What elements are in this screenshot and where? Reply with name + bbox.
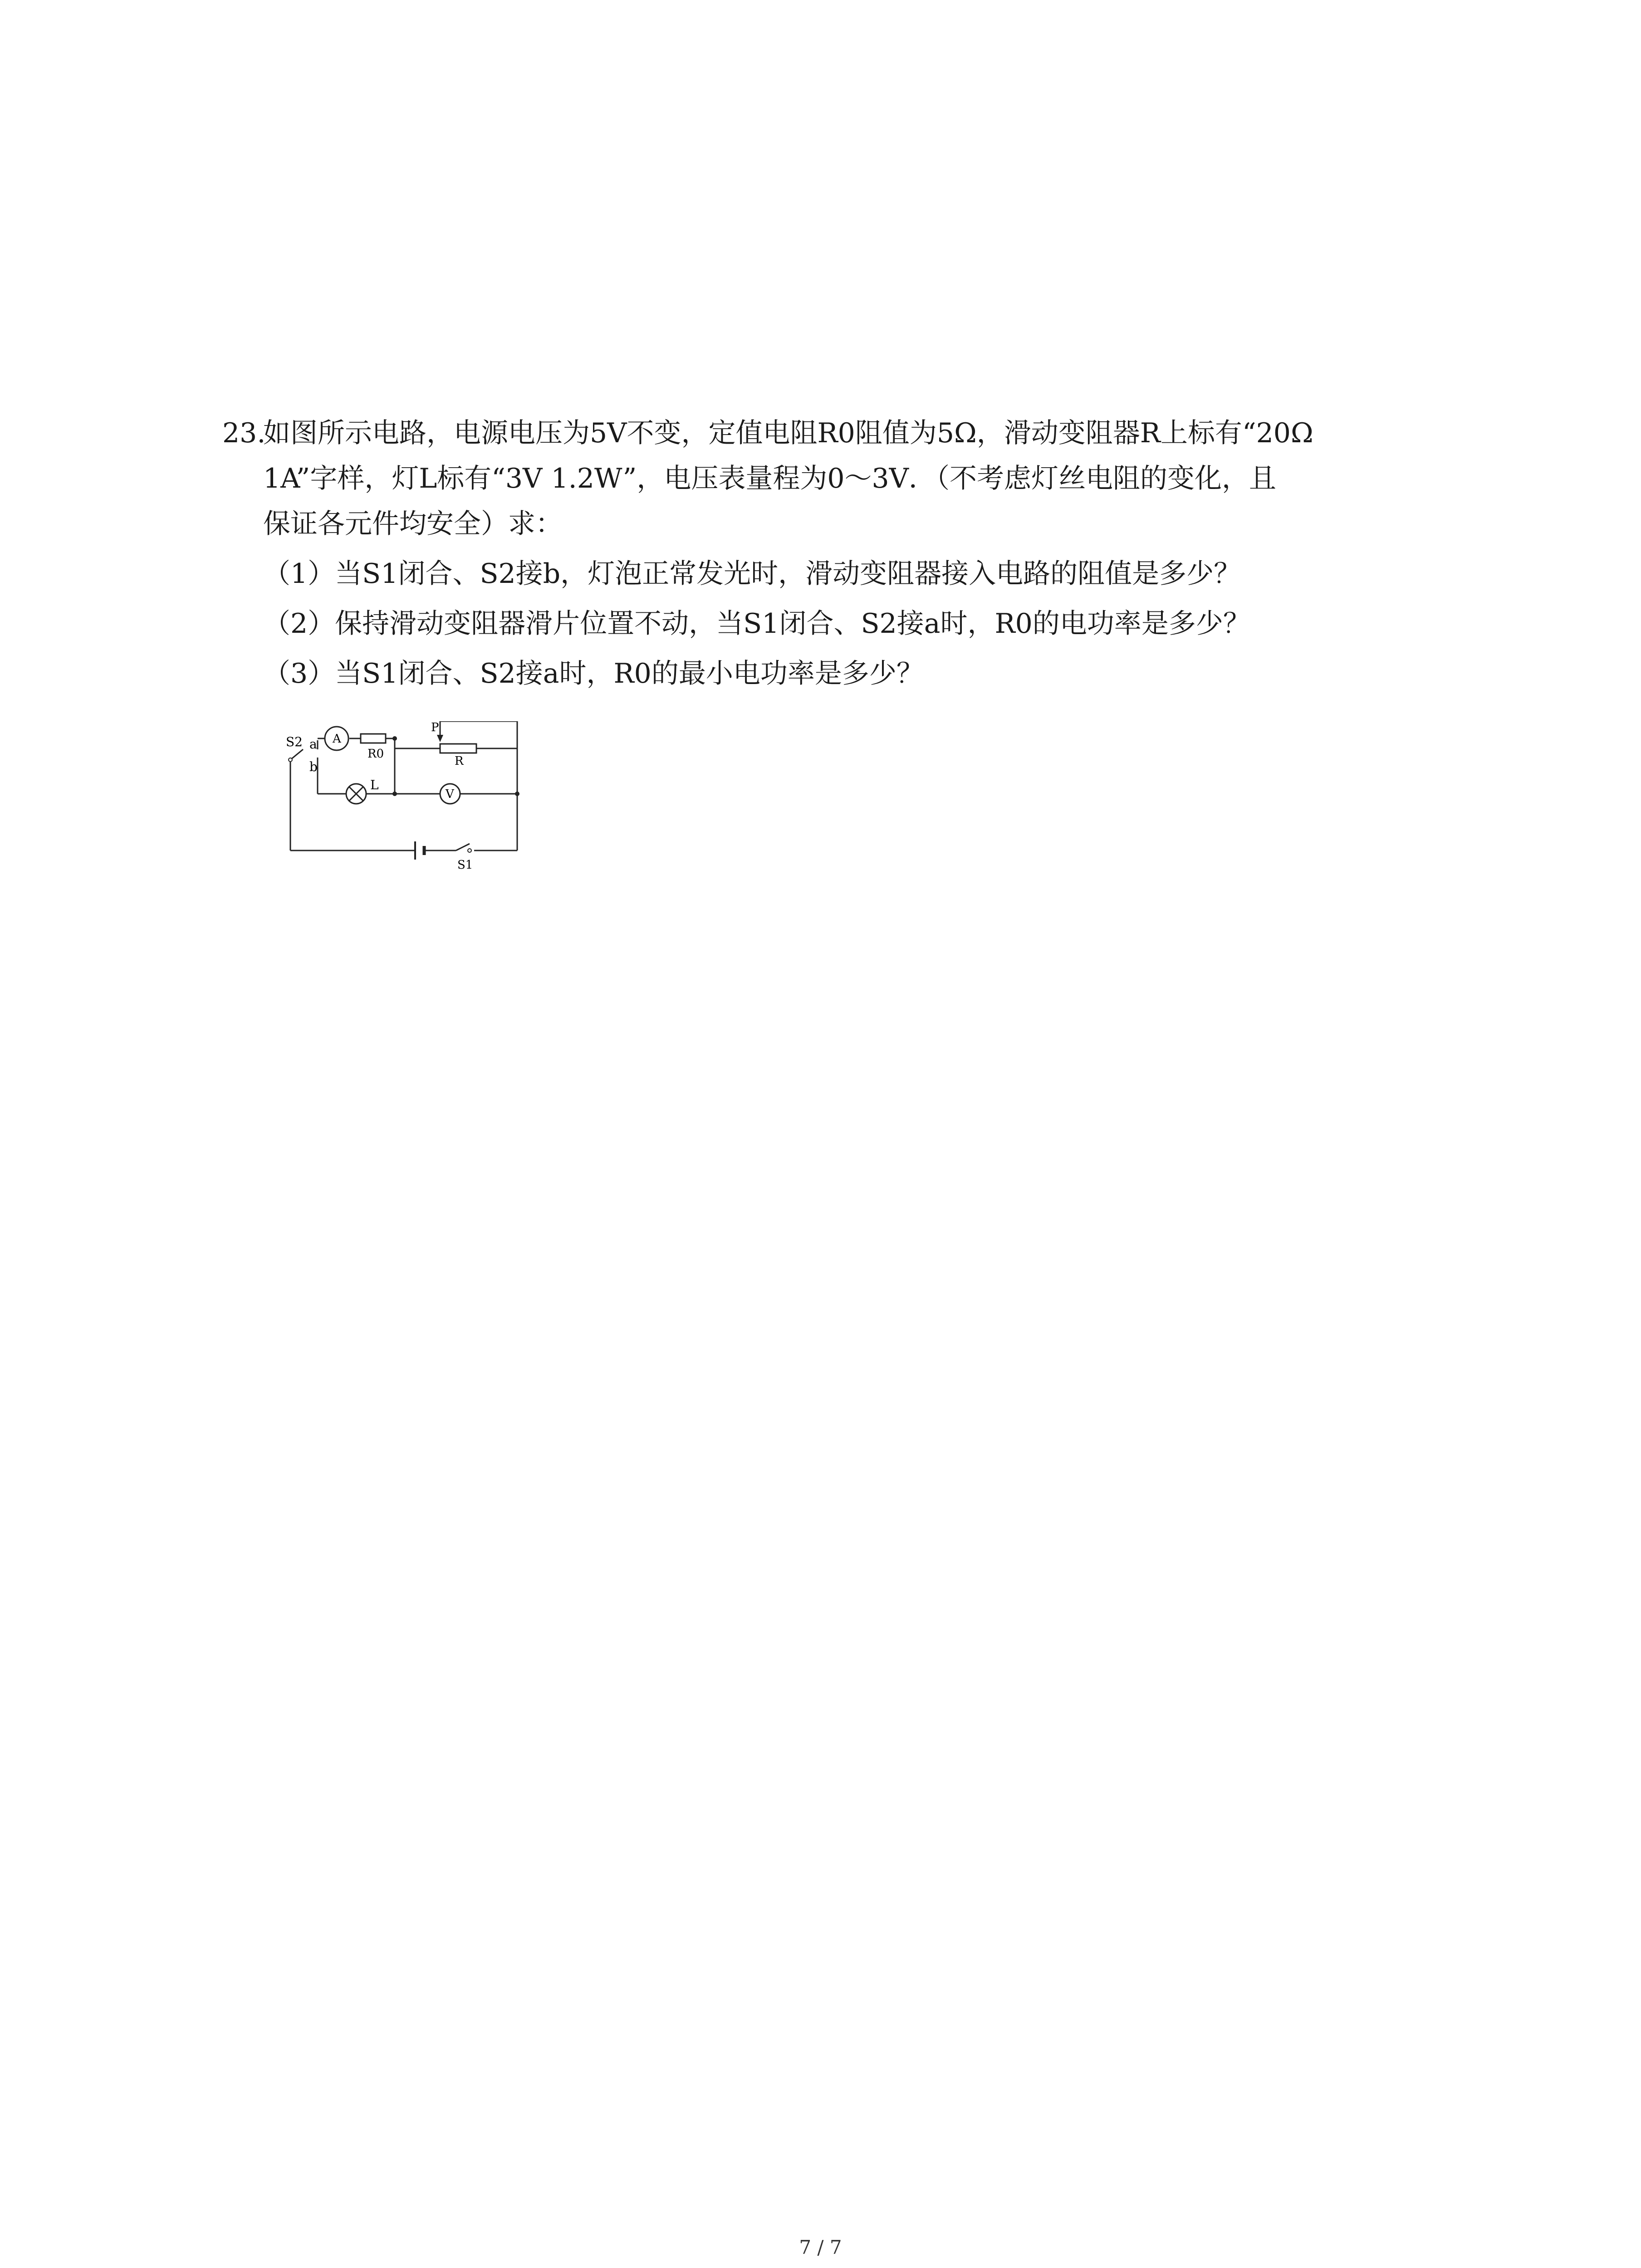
label-p: P xyxy=(431,721,439,734)
sub-question-3: （3）当S1闭合、S2接a时，R0的最小电功率是多少？ xyxy=(263,658,924,689)
page-number: 7 / 7 xyxy=(799,2236,842,2258)
slider-arrow-icon xyxy=(437,735,443,742)
label-b: b xyxy=(309,759,318,774)
label-voltmeter: V xyxy=(446,787,454,801)
question-line-1: 23.如图所示电路，电源电压为5V不变，定值电阻R0阻值为5Ω，滑动变阻器R上标有“20Ω xyxy=(222,411,1447,456)
junction-dot xyxy=(392,792,397,796)
question-line-3: 保证各元件均安全）求： xyxy=(263,508,563,540)
label-s2: S2 xyxy=(286,734,303,749)
question-number: 23. xyxy=(222,417,266,449)
label-r: R xyxy=(455,754,464,768)
label-s1: S1 xyxy=(457,858,473,871)
label-l: L xyxy=(370,777,379,792)
sub-question-2: （2）保持滑动变阻器滑片位置不动，当S1闭合、S2接a时，R0的电功率是多少？ xyxy=(263,608,1250,640)
label-r0: R0 xyxy=(367,747,384,761)
label-ammeter: A xyxy=(333,732,341,746)
resistor-r0-icon xyxy=(361,734,386,743)
circuit-diagram xyxy=(286,721,522,871)
junction-dot xyxy=(515,792,519,796)
sub-question-1: （1）当S1闭合、S2接b，灯泡正常发光时，滑动变阻器接入电路的阻值是多少？ xyxy=(263,558,1241,590)
label-a: a xyxy=(309,737,317,752)
junction-dot xyxy=(392,736,397,741)
switch-s1-blade xyxy=(456,844,470,850)
rheostat-icon xyxy=(440,744,476,753)
question-23 xyxy=(222,411,1447,696)
question-line-2: 1A”字样，灯L标有“3V 1.2W”，电压表量程为0～3V．（不考虑灯丝电阻的变化，且 xyxy=(263,463,1277,494)
switch-s2-blade xyxy=(290,749,303,760)
